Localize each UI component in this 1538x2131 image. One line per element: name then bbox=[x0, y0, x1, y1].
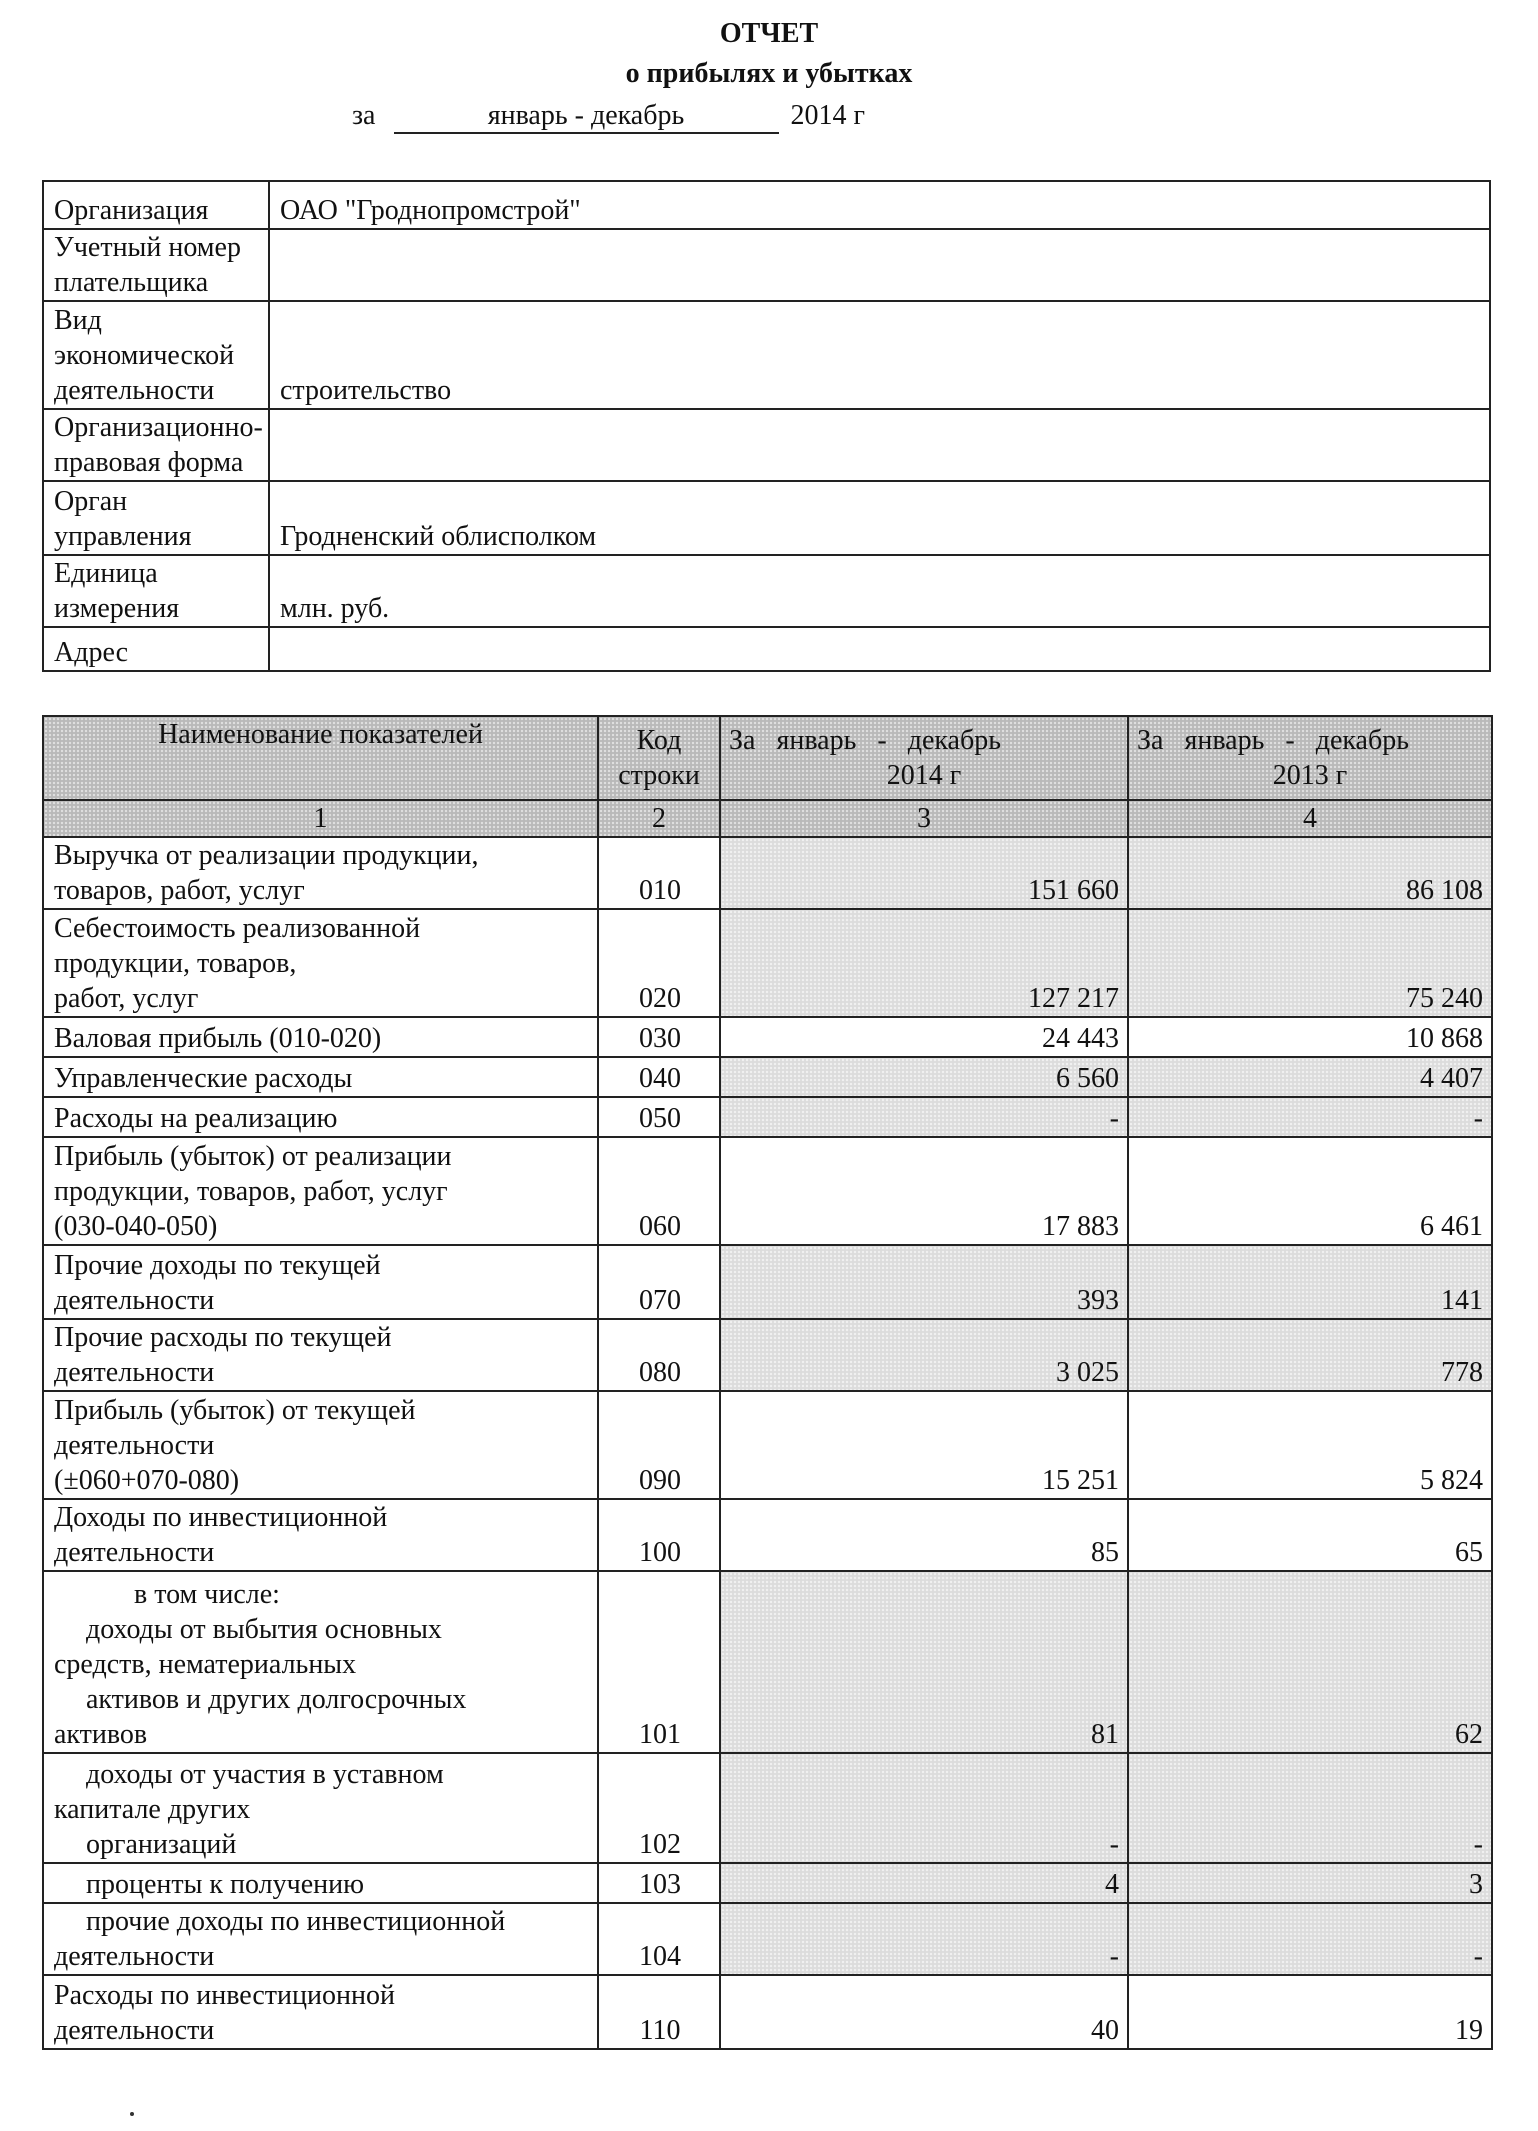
row-label: Себестоимость реализованной продукции, товаров, работ, услуг bbox=[43, 909, 598, 1017]
row-code: 103 bbox=[598, 1863, 720, 1903]
row-label: Прибыль (убыток) от текущей деятельности (±060+070-080) bbox=[43, 1391, 598, 1499]
org-row-unit bbox=[43, 555, 1490, 627]
authority-label: Орган управления bbox=[43, 481, 269, 555]
value-2014: - bbox=[720, 1903, 1128, 1975]
column-number-1: 1 bbox=[43, 800, 598, 837]
row-code: 060 bbox=[598, 1137, 720, 1245]
address-label: Адрес bbox=[43, 627, 269, 671]
row-label: Расходы на реализацию bbox=[43, 1097, 598, 1137]
value-2013: 10 868 bbox=[1128, 1017, 1492, 1057]
row-code: 100 bbox=[598, 1499, 720, 1571]
table-row bbox=[43, 1097, 1492, 1137]
row-code: 040 bbox=[598, 1057, 720, 1097]
profit-loss-table bbox=[42, 715, 1493, 2050]
value-2014: 17 883 bbox=[720, 1137, 1128, 1245]
legal-form-label: Организационно- правовая форма bbox=[43, 409, 269, 481]
table-row bbox=[43, 909, 1492, 1017]
row-label: в том числе: доходы от выбытия основных средств, нематериальных активов и других долгосрочных активов bbox=[43, 1571, 598, 1753]
table-header-row bbox=[43, 716, 1492, 800]
value-2013: 65 bbox=[1128, 1499, 1492, 1571]
value-2013: 3 bbox=[1128, 1863, 1492, 1903]
row-code: 102 bbox=[598, 1753, 720, 1863]
row-label: проценты к получению bbox=[43, 1863, 598, 1903]
row-label: Расходы по инвестиционной деятельности bbox=[43, 1975, 598, 2049]
table-row bbox=[43, 1017, 1492, 1057]
value-2014: 393 bbox=[720, 1245, 1128, 1319]
column-number-3: 3 bbox=[720, 800, 1128, 837]
value-2013: 141 bbox=[1128, 1245, 1492, 1319]
report-period bbox=[352, 100, 865, 134]
row-code: 010 bbox=[598, 837, 720, 909]
value-2014: 15 251 bbox=[720, 1391, 1128, 1499]
row-code: 101 bbox=[598, 1571, 720, 1753]
legal-form-value bbox=[269, 409, 1490, 481]
taxpayer-label: Учетный номер плательщика bbox=[43, 229, 269, 301]
value-2014: 81 bbox=[720, 1571, 1128, 1753]
table-row bbox=[43, 1391, 1492, 1499]
table-row bbox=[43, 1903, 1492, 1975]
row-code: 090 bbox=[598, 1391, 720, 1499]
report-title: ОТЧЕТ bbox=[719, 18, 819, 49]
taxpayer-value bbox=[269, 229, 1490, 301]
row-code: 070 bbox=[598, 1245, 720, 1319]
column-number-4: 4 bbox=[1128, 800, 1492, 837]
value-2013: 778 bbox=[1128, 1319, 1492, 1391]
value-2013: 75 240 bbox=[1128, 909, 1492, 1017]
org-row-legal-form bbox=[43, 409, 1490, 481]
value-2013: - bbox=[1128, 1097, 1492, 1137]
period-year: 2014 г bbox=[790, 100, 865, 131]
row-label: Прочие доходы по текущей деятельности bbox=[43, 1245, 598, 1319]
row-code: 110 bbox=[598, 1975, 720, 2049]
org-row-authority bbox=[43, 481, 1490, 555]
value-2014: - bbox=[720, 1753, 1128, 1863]
value-2013: 19 bbox=[1128, 1975, 1492, 2049]
column-header-code: Код строки bbox=[598, 716, 720, 800]
org-row-address bbox=[43, 627, 1490, 671]
table-row bbox=[43, 837, 1492, 909]
row-code: 030 bbox=[598, 1017, 720, 1057]
value-2013: 5 824 bbox=[1128, 1391, 1492, 1499]
table-row bbox=[43, 1753, 1492, 1863]
column-header-2014: За январь - декабрь 2014 г bbox=[720, 716, 1128, 800]
row-label: Доходы по инвестиционной деятельности bbox=[43, 1499, 598, 1571]
unit-value: млн. руб. bbox=[269, 555, 1490, 627]
value-2013: - bbox=[1128, 1753, 1492, 1863]
column-header-2013: За январь - декабрь 2013 г bbox=[1128, 716, 1492, 800]
value-2014: 127 217 bbox=[720, 909, 1128, 1017]
table-row bbox=[43, 1137, 1492, 1245]
unit-label: Единица измерения bbox=[43, 555, 269, 627]
period-months: январь - декабрь bbox=[394, 100, 779, 134]
column-number-row bbox=[43, 800, 1492, 837]
authority-value: Гродненский облисполком bbox=[269, 481, 1490, 555]
org-row-activity bbox=[43, 301, 1490, 409]
row-label: Прибыль (убыток) от реализации продукции, товаров, работ, услуг (030-040-050) bbox=[43, 1137, 598, 1245]
org-row-taxpayer bbox=[43, 229, 1490, 301]
organization-label: Организация bbox=[43, 181, 269, 229]
row-code: 050 bbox=[598, 1097, 720, 1137]
row-label: Управленческие расходы bbox=[43, 1057, 598, 1097]
value-2014: - bbox=[720, 1097, 1128, 1137]
value-2014: 85 bbox=[720, 1499, 1128, 1571]
table-row bbox=[43, 1057, 1492, 1097]
column-number-2: 2 bbox=[598, 800, 720, 837]
table-row bbox=[43, 1245, 1492, 1319]
row-code: 020 bbox=[598, 909, 720, 1017]
value-2014: 4 bbox=[720, 1863, 1128, 1903]
row-code: 080 bbox=[598, 1319, 720, 1391]
value-2013: 62 bbox=[1128, 1571, 1492, 1753]
table-row bbox=[43, 1571, 1492, 1753]
activity-label: Вид экономической деятельности bbox=[43, 301, 269, 409]
table-row bbox=[43, 1319, 1492, 1391]
address-value bbox=[269, 627, 1490, 671]
table-row bbox=[43, 1975, 1492, 2049]
value-2013: 4 407 bbox=[1128, 1057, 1492, 1097]
value-2014: 24 443 bbox=[720, 1017, 1128, 1057]
organization-info-table bbox=[42, 180, 1491, 672]
org-row-organization bbox=[43, 181, 1490, 229]
activity-value: строительство bbox=[269, 301, 1490, 409]
value-2014: 6 560 bbox=[720, 1057, 1128, 1097]
value-2014: 40 bbox=[720, 1975, 1128, 2049]
value-2013: 6 461 bbox=[1128, 1137, 1492, 1245]
stray-mark bbox=[130, 2112, 134, 2116]
value-2014: 151 660 bbox=[720, 837, 1128, 909]
row-label: прочие доходы по инвестиционной деятельности bbox=[43, 1903, 598, 1975]
row-label: доходы от участия в уставном капитале других организаций bbox=[43, 1753, 598, 1863]
value-2013: - bbox=[1128, 1903, 1492, 1975]
table-row bbox=[43, 1499, 1492, 1571]
row-label: Выручка от реализации продукции, товаров, работ, услуг bbox=[43, 837, 598, 909]
column-header-indicator: Наименование показателей bbox=[43, 716, 598, 800]
value-2014: 3 025 bbox=[720, 1319, 1128, 1391]
row-code: 104 bbox=[598, 1903, 720, 1975]
period-prefix: за bbox=[352, 100, 376, 131]
table-row bbox=[43, 1863, 1492, 1903]
row-label: Валовая прибыль (010-020) bbox=[43, 1017, 598, 1057]
row-label: Прочие расходы по текущей деятельности bbox=[43, 1319, 598, 1391]
report-subtitle: о прибылях и убытках bbox=[625, 58, 913, 89]
value-2013: 86 108 bbox=[1128, 837, 1492, 909]
organization-value: ОАО "Гроднопромстрой" bbox=[269, 181, 1490, 229]
